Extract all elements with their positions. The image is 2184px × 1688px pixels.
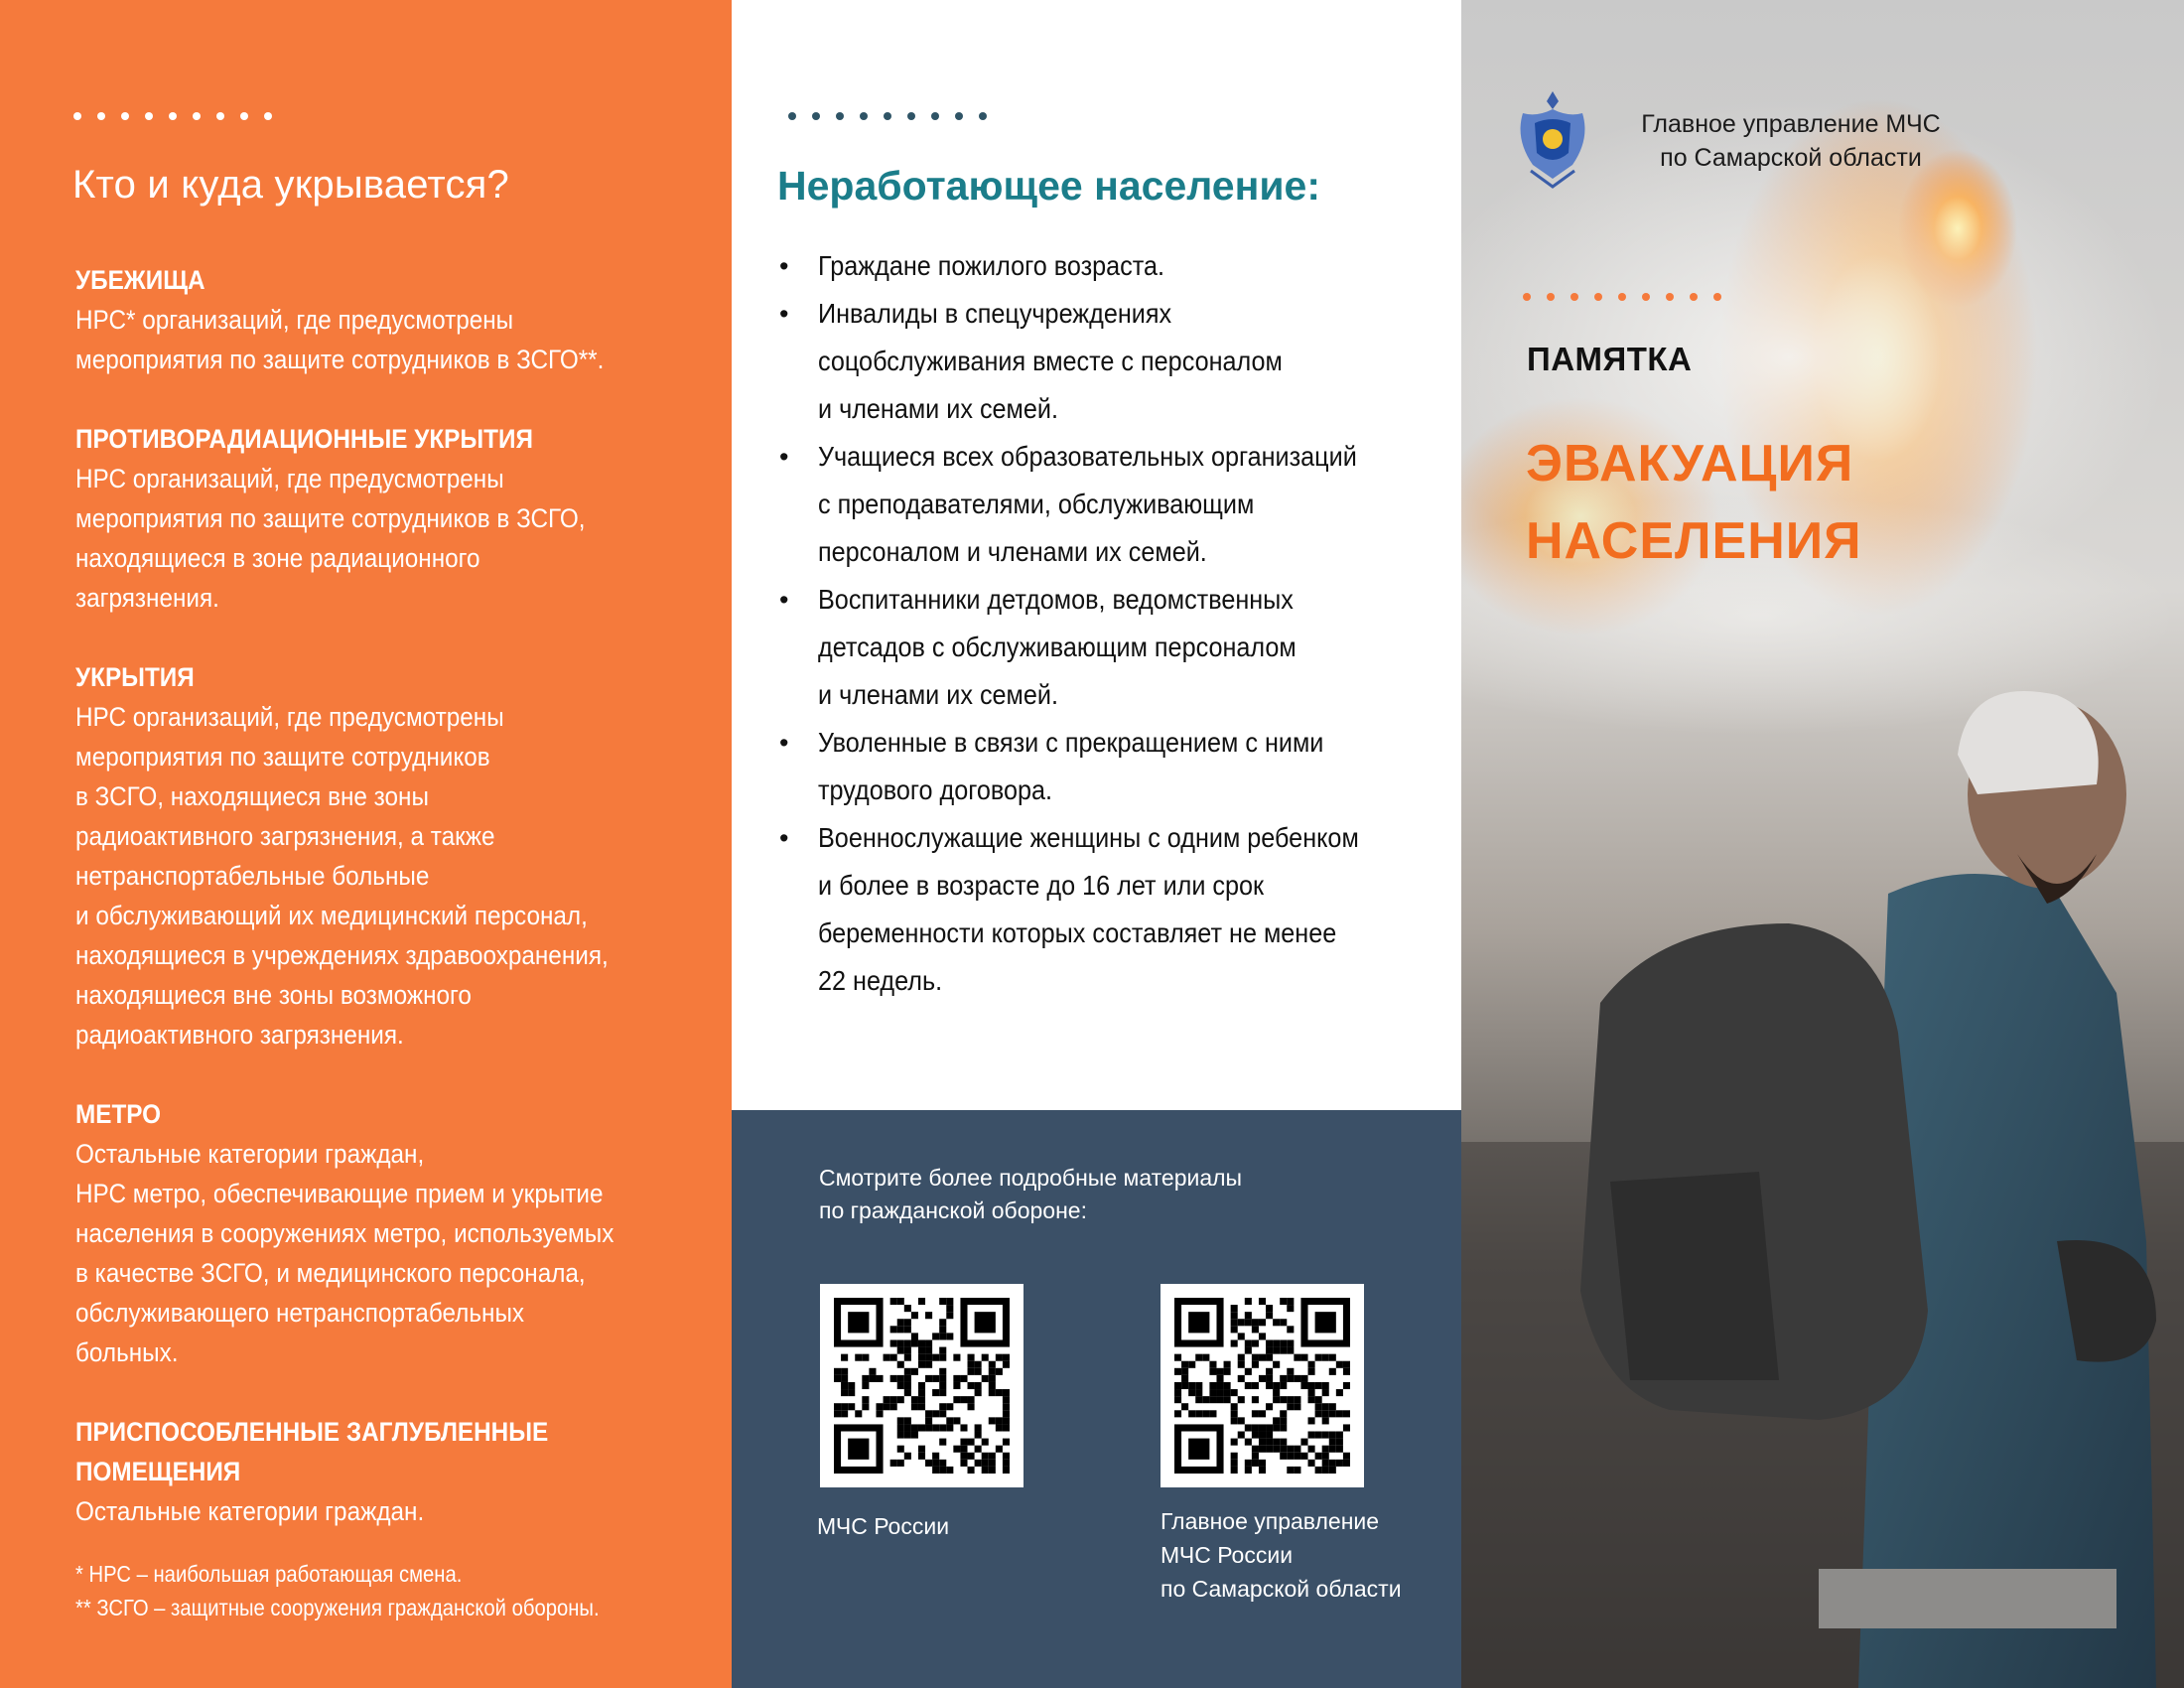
section-text: загрязнения. [75,583,219,613]
section-text: находящиеся в зоне радиационного [75,543,480,573]
qr-code-mchs-russia[interactable] [820,1284,1024,1487]
organization-name: Главное управление МЧС по Самарской области [1641,110,1941,172]
list-item-text: Граждане пожилого возраста. [818,250,1165,281]
bullet-icon: • [779,442,789,472]
section-text: находящиеся вне зоны возможного [75,980,472,1010]
bullet-icon: • [779,251,789,281]
qr-code-icon [1174,1298,1350,1474]
list-item-text: и более в возрасте до 16 лет или срок [818,870,1265,901]
bullet-icon: • [779,728,789,758]
section-text: в ЗСГО, находящиеся вне зоны [75,781,429,811]
resources-box [732,1110,1461,1688]
section-heading: МЕТРО [75,1099,162,1129]
shelter-section [75,1412,721,1531]
footnote: ** ЗСГО – защитные сооружения гражданской обороны. [75,1595,600,1620]
left-title: Кто и куда укрывается? [72,163,509,207]
list-item [779,719,1454,814]
list-item-text: Инвалиды в спецучреждениях [818,298,1172,329]
list-item-text: и членами их семей. [818,679,1058,710]
section-text: мероприятия по защите сотрудников в ЗСГО**. [75,345,605,374]
bullet-icon: • [779,585,789,615]
left-panel [0,0,732,1688]
list-item-text: с преподавателями, обслуживающим [818,489,1255,519]
list-item-text: Военнослужащие женщины с одним ребенком [818,822,1359,853]
section-text: больных. [75,1337,179,1367]
qr2-caption: Главное управление МЧС России по Самарской области [1160,1508,1402,1602]
footnote: * НРС – наибольшая работающая смена. [75,1561,463,1587]
section-heading: ПОМЕЩЕНИЯ [75,1457,241,1486]
list-item-text: и членами их семей. [818,393,1058,424]
shelter-sections [75,260,721,1571]
bullet-icon: • [779,823,789,853]
section-text: населения в сооружениях метро, используемых [75,1218,614,1248]
list-item-text: 22 недель. [818,965,943,996]
section-text: обслуживающего нетранспортабельных [75,1298,525,1328]
section-text: мероприятия по защите сотрудников в ЗСГО, [75,503,586,533]
list-item-text: детсадов с обслуживающим персоналом [818,632,1297,662]
cover-photo [1461,0,2184,1688]
section-heading: УКРЫТИЯ [75,662,195,692]
list-item-text: Воспитанники детдомов, ведомственных [818,584,1294,615]
bullet-icon: • [779,299,789,329]
decorative-dots [73,112,272,120]
section-text: нетранспортабельные больные [75,861,430,891]
section-heading: ПРОТИВОРАДИАЦИОННЫЕ УКРЫТИЯ [75,424,533,454]
list-item-text: трудового договора. [818,774,1053,805]
shelter-section [75,260,721,379]
shelter-section [75,657,721,1055]
list-item-text: персоналом и членами их семей. [818,536,1207,567]
section-text: НРС организаций, где предусмотрены [75,702,504,732]
shelter-section [75,419,721,618]
shelter-section [75,1094,721,1372]
qr1-caption: МЧС России [817,1513,950,1539]
qr-code-icon [834,1298,1010,1474]
list-item [779,242,1454,290]
list-item-text: Учащиеся всех образовательных организаций [818,441,1357,472]
list-item [779,290,1454,433]
section-heading: УБЕЖИЩА [75,265,205,295]
footnotes [75,1557,671,1624]
cover-title: ЭВАКУАЦИЯ НАСЕЛЕНИЯ [1526,435,1862,570]
section-text: в качестве ЗСГО, и медицинского персонала, [75,1258,586,1288]
list-item-text: соцобслуживания вместе с персоналом [818,346,1283,376]
section-text: Остальные категории граждан. [75,1496,425,1526]
section-text: радиоактивного загрязнения, а также [75,821,495,851]
list-item-text: Уволенные в связи с прекращением с ними [818,727,1324,758]
resources-intro: Смотрите более подробные материалы по гражданской обороне: [819,1165,1243,1223]
section-text: НРС метро, обеспечивающие прием и укрытие [75,1179,604,1208]
section-heading: ПРИСПОСОБЛЕННЫЕ ЗАГЛУБЛЕННЫЕ [75,1417,549,1447]
section-text: НРС организаций, где предусмотрены [75,464,504,493]
list-item [779,576,1454,719]
emblem-icon [1513,87,1592,193]
middle-panel [732,0,1461,1688]
list-item [779,433,1454,576]
section-text: мероприятия по защите сотрудников [75,742,490,772]
section-text: Остальные категории граждан, [75,1139,425,1169]
middle-title: Неработающее население: [777,163,1320,209]
list-item-text: беременности которых составляет не менее [818,917,1337,948]
population-list [779,242,1454,1005]
list-item [779,814,1454,1005]
section-text: находящиеся в учреждениях здравоохранения, [75,940,609,970]
section-text: и обслуживающий их медицинский персонал, [75,901,588,930]
qr-code-samara-mchs[interactable] [1160,1284,1364,1487]
decorative-dots [788,112,987,120]
section-text: НРС* организаций, где предусмотрены [75,305,514,335]
decorative-dots [1523,293,1721,301]
kicker: ПАМЯТКА [1527,341,1693,377]
cover-panel [1461,0,2184,1688]
section-text: радиоактивного загрязнения. [75,1020,404,1050]
